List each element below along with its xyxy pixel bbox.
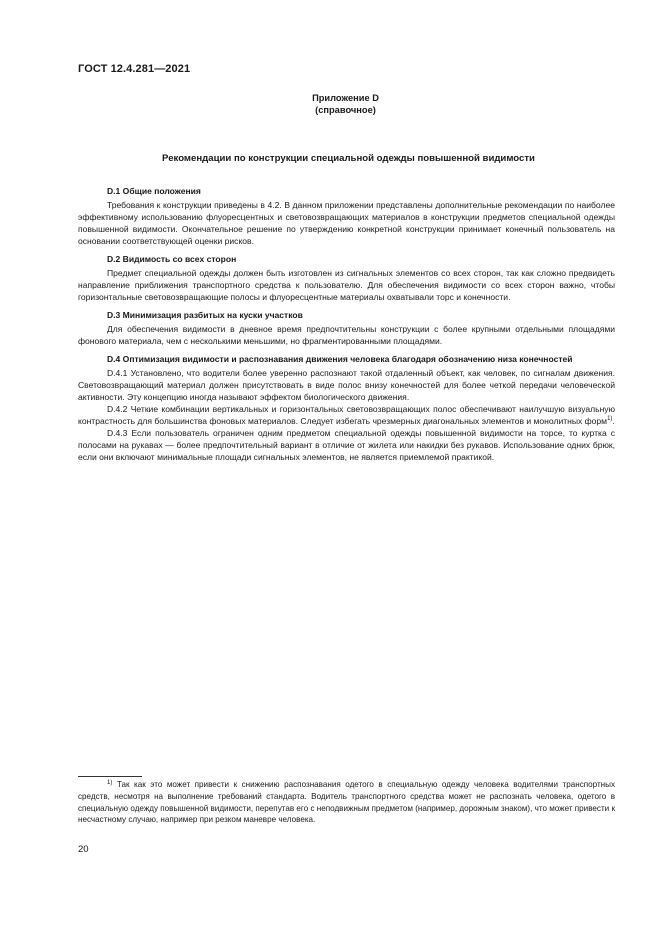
document-title: Рекомендации по конструкции специальной одежды повышенной видимости: [162, 153, 535, 164]
page-number: 20: [78, 844, 89, 855]
paragraph: Предмет специальной одежды должен быть изготовлен из сигнальных элементов со всех сторон, так как сложно предвидеть направление приближения транспортного средства к пользователю. Для обеспечения видимости со всех сторон важно, чтобы горизонтальные световозвращающие полосы и флуоресцентные материалы охватывали торс и конечности.: [78, 268, 615, 302]
footnote-text: Так как это может привести к снижению распознавания одетого в специальную одежду человека водителями транспортных средств, несмотря на выполнение требований стандарта. Водитель транспортного средства может не распознать человека, одетого в специальную одежду повышенной видимости, перепутав его с неподвижным предметом (например, дорожным знаком), что может привести к несчастному случаю, например при резком маневре человека.: [78, 780, 616, 825]
paragraph: [78, 403, 615, 427]
section-heading: D.3 Минимизация разбитых на куски участков: [107, 310, 303, 320]
standard-designation: ГОСТ 12.4.281—2021: [78, 63, 191, 75]
paragraph: Для обеспечения видимости в дневное время предпочтительны конструкции с более крупными отдельными площадями фонового материала, чем с несколькими меньшими, но фрагментированными площадями.: [78, 324, 615, 346]
document-body: [78, 185, 615, 469]
paragraph: D.4.1 Установлено, что водители более уверенно распознают такой отдаленный объект, как человек, по сигналам движения. Световозвращающий материал должен присутствовать в виде полос внизу конечностей для более четкой передачи человеческой активности. Эту концепцию иногда называют эффектом биологического движения.: [78, 368, 615, 402]
footnote-mark: 1): [107, 780, 113, 786]
section-d3: [78, 309, 615, 347]
section-d2: [78, 253, 615, 303]
paragraph: Требования к конструкции приведены в 4.2. В данном приложении представлены дополнительные рекомендации по наиболее эффективному использованию флуоресцентных и световозвращающих материалов в конструкции предметов специальной одежды повышенной видимости. Окончательное решение по утверждению конкретной конструкции принимает конечный пользователь на основании соответствующей оценки рисков.: [78, 200, 615, 246]
paragraph: D.4.3 Если пользователь ограничен одним предметом специальной одежды повышенной видимости на торсе, то куртка с полосами на рукавах — более предпочтительный вариант в отличие от жилета или накидки без рукавов. Использование одних брюк, если они включают минимальные площади сигнальных элементов, не является приемлемой практикой.: [78, 428, 615, 462]
section-d4: [78, 353, 615, 463]
section-heading: D.1 Общие положения: [107, 186, 201, 196]
sentence-end: .: [612, 416, 615, 426]
footnote-separator: [78, 776, 142, 777]
section-heading: D.2 Видимость со всех сторон: [107, 254, 237, 264]
footnote-reference[interactable]: 1): [607, 416, 613, 422]
annex-kind: (справочное): [315, 105, 376, 115]
annex-title: Приложение D: [312, 93, 379, 103]
section-heading: D.4 Оптимизация видимости и распознавания движения человека благодаря обозначению низа конечностей: [107, 354, 573, 364]
annex-heading: [0, 92, 661, 116]
paragraph-text: D.4.2 Четкие комбинации вертикальных и горизонтальных световозвращающих полос обеспечивают наилучшую визуальную контрастность для большинства фоновых материалов. Следует избегать чрезмерных диагональных элементов и монолитных форм: [78, 404, 615, 426]
section-d1: [78, 185, 615, 247]
footnote: [78, 779, 615, 826]
